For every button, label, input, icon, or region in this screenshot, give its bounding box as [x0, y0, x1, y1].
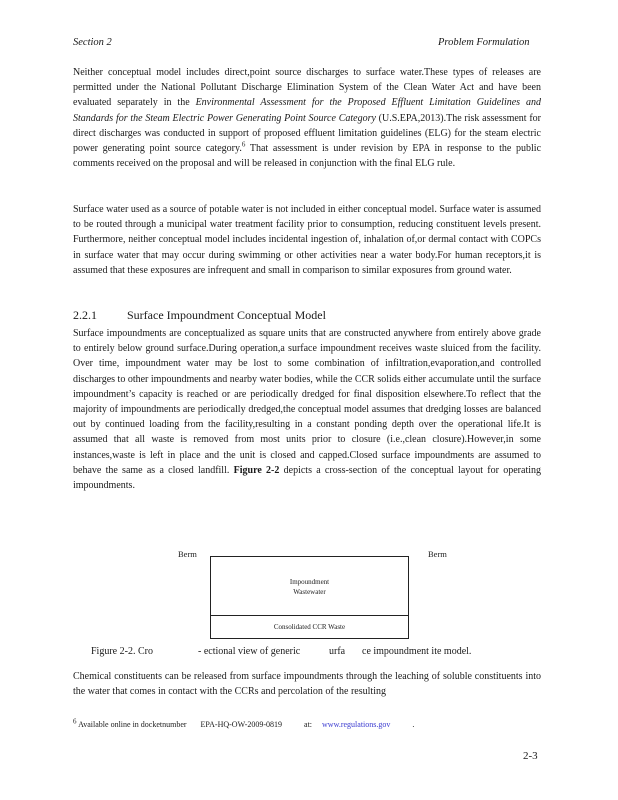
figure-caption-part: - ectional view of generic [198, 646, 301, 657]
page-number: 2-3 [523, 750, 538, 762]
figure-caption-part: ce impoundment ite model. [362, 646, 472, 657]
regulations-link[interactable]: www.regulations.gov [322, 720, 391, 729]
footnote-reference[interactable]: 6 [241, 140, 246, 149]
berm-label-left: Berm [178, 549, 197, 559]
footnote: $^6$ Available online in docketnumber EPA-HQ-OW-2009-0819 at: www.regulations.gov . [73, 717, 415, 729]
impoundment-diagram [210, 556, 409, 639]
section-title: Surface Impoundment Conceptual Model [127, 308, 326, 322]
figure-reference[interactable]: Figure 2-2 [233, 464, 280, 476]
layer-divider [211, 615, 408, 616]
header-chapter-title: Problem Formulation [438, 37, 530, 48]
paragraph-direct-discharges: Neither conceptual model includes direct,point source discharges to surface water.These types of releases are permitted under the National Pollutant Discharge Elimination System of the Clean Water Act and have been evaluated separately in the Environmental Assessment for the Proposed Effluent Limitation Guidelines and Standards for the Steam Electric Power Generating Point Source Category (U.S.EPA,2013).The risk assessment for direct discharges was conducted in support of proposed effluent limitation guidelines (ELG) for the steam electric power generating point source category.$^6$ That assessment is under revision by EPA in response to the public comments received on the proposal and will be released in conjunction with the final ELG rule. [73, 67, 542, 170]
paragraph-surface-water: Surface water used as a source of potable water is not included in either conceptual model. Surface water is assumed to be routed through a municipal water treatment facility prior to consumption, reducing constituent levels present. Furthermore, neither conceptual model includes incidental ingestion of, inhalation of,or dermal contact with COPCs in surface water that may occur during swimming or other activities near a water body.For human receptors,it is assumed that these exposures are infrequent and small in comparison to similar exposures from ground water. [73, 204, 541, 276]
section-heading [73, 308, 326, 323]
paragraph-chemical-release: Chemical constituents can be released from surface impoundments through the leaching of soluble constituents into the water that comes in contact with the CCRs and percolation of the resulting [73, 671, 541, 698]
berm-label-right: Berm [428, 549, 447, 559]
figure-caption-part: Figure 2-2. Cro [91, 646, 153, 657]
figure-caption-part: urfa [329, 646, 346, 657]
report-title: Environmental Assessment for the Proposed Effluent Limitation Guidelines and Standards for the Steam Electric Power Generating Point Source Category [73, 97, 541, 124]
paragraph-impoundment-model: Surface impoundments are conceptualized as square units that are constructed anywhere from entirely above grade to entirely below ground surface.During operation,a surface impoundment receives waste sluiced from the facility. Over time, impoundment water may be lost to some combination of infiltration,evaporation,and controlled discharges to other impoundments and nearby water bodies, while the CCR solids either accumulate until the surface impoundment’s capacity is reached or are periodically dredged for final disposition elsewhere.To reflect that the majority of impoundments are periodically dredged,the conceptual model assumes that dredging losses are balanced out by continued loading from the facility,resulting in a constant ponding depth over the operational life.It is assumed that all waste is removed from most units prior to closure (i.e.,clean closure).However,in some instances,waste is left in place and the unit is closed and capped.Closed surface impoundments are assumed to behave the same as a closed landfill. Figure 2-2 depicts a cross-section of the conceptual layout for operating impoundments. [73, 328, 541, 492]
ccr-waste-layer: Consolidated CCR Waste [273, 623, 346, 631]
section-number: 2.2.1 [73, 308, 97, 322]
header-section: Section 2 [73, 37, 112, 48]
wastewater-layer: Impoundment Wastewater [289, 578, 330, 596]
